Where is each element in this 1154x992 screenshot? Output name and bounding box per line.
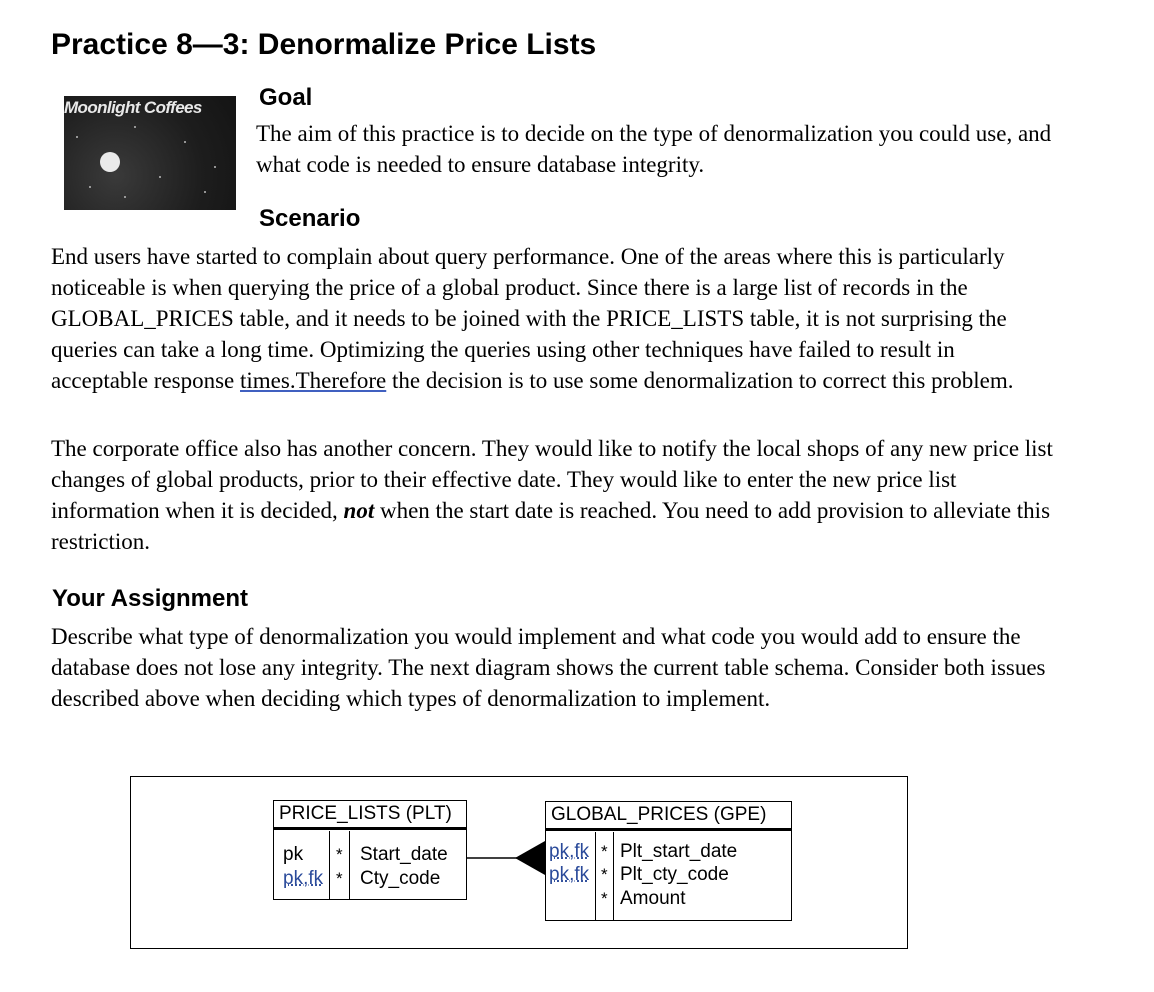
moon-icon: [100, 152, 120, 172]
logo-text: Moonlight Coffees: [64, 98, 202, 117]
column-key: pk,fk: [549, 864, 590, 885]
goal-heading: Goal: [259, 84, 313, 111]
assignment-text: Describe what type of denormalization you would implement and what code you would add to ensure the database does not lose any integrity. The next diagram shows the current table schema. Consider both issues described above when deciding which types of denormalization to implement.: [51, 624, 1046, 711]
column-mandatory: *: [601, 865, 608, 884]
scenario-paragraph-1: End users have started to complain about query performance. One of the areas where this is particularly noticeable is when querying the price of a global product. Since there is a large list of records in the GLOBAL_PRICES table, and it needs to be joined with the PRICE_LISTS table, it is not surprising the queries can take a long time. Optimizing the queries using other techniques have failed to result in acceptable response times.Therefore the decision is to use some denormalization to correct this problem.: [51, 244, 1014, 393]
entity-price-lists: [273, 800, 467, 900]
column-mandatory: *: [336, 869, 343, 888]
schema-diagram: [130, 776, 908, 949]
assignment-heading: Your Assignment: [52, 585, 249, 612]
entity-global-prices: [545, 801, 792, 921]
scenario-heading: Scenario: [259, 205, 361, 232]
entity-title: GLOBAL_PRICES (GPE): [546, 802, 791, 831]
entity-title: PRICE_LISTS (PLT): [274, 801, 466, 830]
column-key: pk: [283, 844, 304, 865]
relationship-connector: [467, 837, 547, 877]
goal-text: The aim of this practice is to decide on the type of denormalization you could use, and what code is needed to ensure database integrity.: [256, 121, 1052, 177]
column-mandatory: *: [601, 889, 608, 908]
column-name: Start_date: [360, 844, 448, 865]
column-mandatory: *: [601, 842, 608, 861]
page-title: Practice 8—3: Denormalize Price Lists: [51, 28, 597, 61]
column-name: Amount: [620, 888, 686, 909]
moonlight-coffees-logo: [64, 96, 236, 210]
column-key: pk,fk: [549, 841, 590, 862]
crowfoot-icon: [515, 841, 545, 875]
times-therefore-link: times.Therefore: [240, 368, 387, 393]
scenario-paragraph-2: The corporate office also has another concern. They would like to notify the local shops of any new price list changes of global products, prior to their effective date. They would like to enter the new price list information when it is decided, not when the start date is reached. You need to add provision to alleviate this restriction.: [51, 436, 1053, 554]
column-key: pk,fk: [283, 868, 324, 889]
column-name: Plt_cty_code: [620, 864, 729, 885]
column-name: Cty_code: [360, 868, 441, 889]
emphasis-not: not: [343, 498, 375, 523]
column-mandatory: *: [336, 845, 343, 864]
column-name: Plt_start_date: [620, 841, 738, 862]
